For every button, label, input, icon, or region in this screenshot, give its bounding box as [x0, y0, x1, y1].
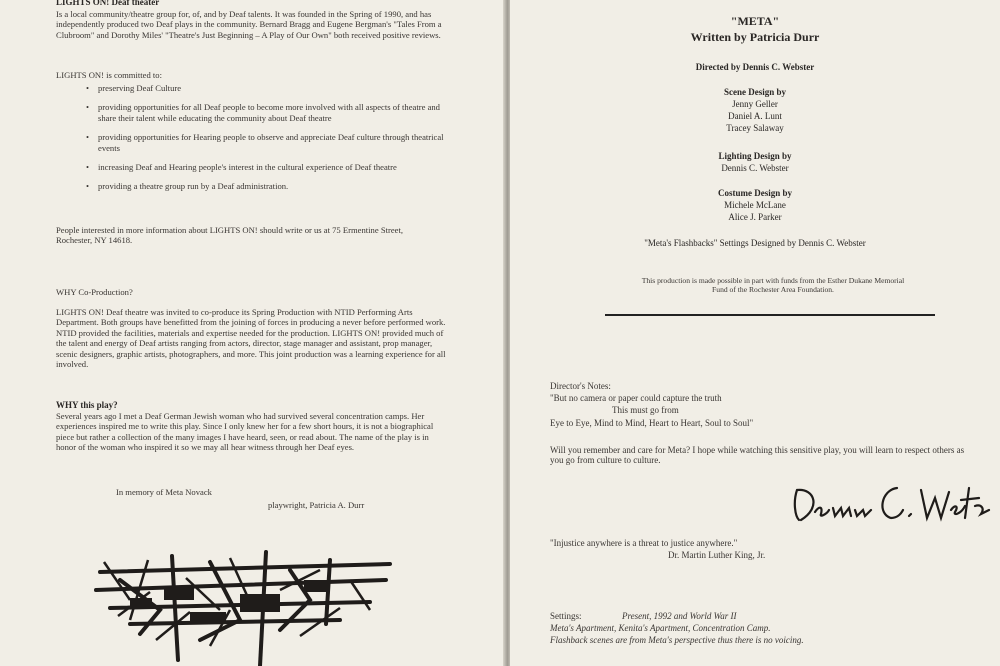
commitment-list [86, 83, 446, 201]
scene-designer: Tracey Salaway [726, 123, 784, 133]
funding-text: This production is made possible in part with funds from the Esther Dukane Memorial Fund of the Rochester Area Foundation. [641, 276, 905, 294]
quote-line: This must go from [612, 405, 679, 415]
commitment-item: • preserving Deaf Culture [86, 83, 446, 93]
org-heading: LIGHTS ON! Deaf theater [56, 0, 160, 7]
quote-line: Eye to Eye, Mind to Mind, Heart to Heart, Soul to Soul" [550, 418, 754, 428]
costume-designer: Michele McLane [724, 200, 786, 210]
scene-designer: Jenny Geller [732, 99, 778, 109]
coproduction-text: LIGHTS ON! Deaf theatre was invited to co-produce its Spring Production with NTID Performing Arts Department. Both groups have benefitted from the joining of forces in producing a never before performed work. NTID provided the facilities, materials and expertise needed for the production. LIGHTS ON! provided much of the talent and energy of Deaf artists ranging from actors, director, stage manager and assistant, prop manager, scenic designers, graphic artists, photographers, and more. This joint production was a learning experience for all involved. [56, 307, 446, 370]
quote-line: "But no camera or paper could capture the truth [550, 393, 722, 403]
commitment-item: • providing a theatre group run by a Deaf administration. [86, 181, 446, 191]
director-text: Will you remember and care for Meta? I hope while watching this sensitive play, you will learn to respect others as you go from culture to culture. [550, 445, 965, 466]
lighting-heading: Lighting Design by [718, 151, 792, 161]
directed-by: Directed by Dennis C. Webster [695, 62, 815, 72]
lighting-designer: Dennis C. Webster [721, 163, 789, 173]
costume-designer: Alice J. Parker [728, 212, 782, 222]
coproduction-heading: WHY Co-Production? [56, 287, 133, 297]
settings-places: Meta's Apartment, Kenita's Apartment, Concentration Camp. [550, 623, 771, 633]
commitment-item: • increasing Deaf and Hearing people's interest in the cultural experience of Deaf theatre [86, 162, 446, 172]
flashbacks-line: "Meta's Flashbacks" Settings Designed by Dennis C. Webster [644, 238, 866, 248]
why-play-heading: WHY this play? [56, 400, 118, 410]
written-by: Written by Patricia Durr [690, 30, 820, 44]
memory-line: In memory of Meta Novack [116, 487, 212, 497]
scene-designer: Daniel A. Lunt [728, 111, 782, 121]
play-title: "META" [730, 14, 780, 28]
settings-label: Settings: [550, 611, 582, 621]
barbed-wire-illustration [90, 550, 395, 666]
scene-design-heading: Scene Design by [723, 87, 786, 97]
why-play-text: Several years ago I met a Deaf German Jewish woman who had survived several concentration camps. Her experiences inspired me to write this play. Since I only knew her for a few short hours, it is not a biographical piece but rather a collection of the many images I have heard, seen, or read about. The name of the play is in honor of the woman who inspired it so we may all hear witness through her Deaf eyes. [56, 411, 434, 453]
committed-heading: LIGHTS ON! is committed to: [56, 70, 162, 80]
right-page [510, 0, 1000, 666]
director-notes-heading: Director's Notes: [550, 381, 611, 391]
playwright-line: playwright, Patricia A. Durr [268, 500, 365, 510]
divider-rule [605, 314, 935, 316]
commitment-item: • providing opportunities for all Deaf people to become more involved with all aspects of theatre and share their talent while educating the community about Deaf theatre [86, 102, 446, 123]
mlk-attribution: Dr. Martin Luther King, Jr. [668, 550, 766, 560]
costume-heading: Costume Design by [717, 188, 792, 198]
mlk-quote: "Injustice anywhere is a threat to justice anywhere." [550, 538, 738, 548]
contact-text: People interested in more information about LIGHTS ON! should write or us at 75 Ermentine Street, Rochester, NY 14618. [56, 225, 404, 246]
org-intro: Is a local community/theatre group for, of, and by Deaf talents. It was founded in the Spring of 1990, and has independently produced two Deaf plays in the community. Bernard Bragg and Eugene Bergman's "Tales From a Clubroom" and Dorothy Miles' "Theatre's Just Beginning – A Play of Our Own" both received positive reviews. [56, 9, 442, 40]
settings-note: Flashback scenes are from Meta's perspective thus there is no voicing. [550, 635, 804, 645]
commitment-item: • providing opportunities for Hearing people to observe and appreciate Deaf culture through theatrical events [86, 132, 446, 153]
settings-value: Present, 1992 and World War II [622, 611, 737, 621]
director-signature [785, 480, 995, 528]
